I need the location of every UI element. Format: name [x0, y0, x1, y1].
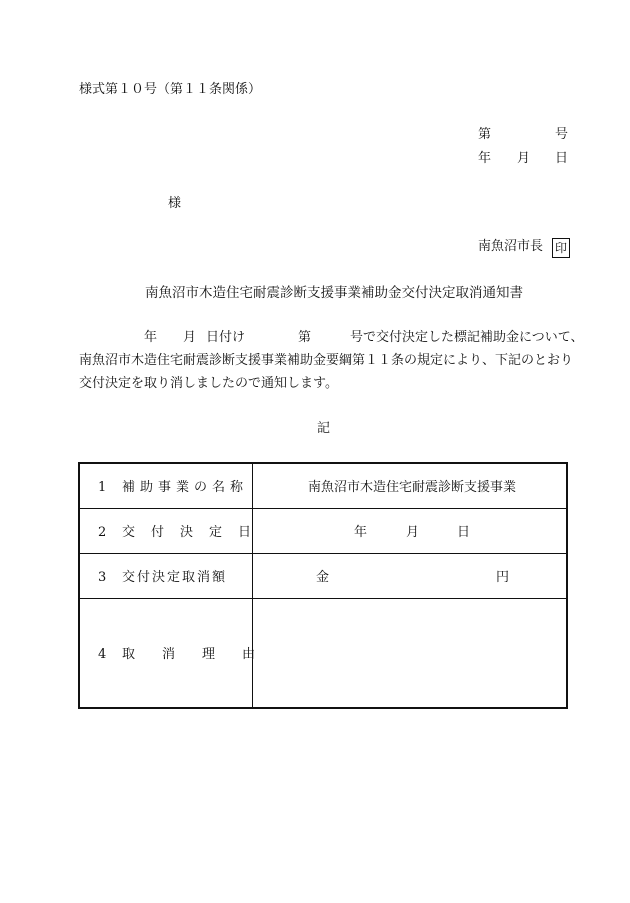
row-4-label: 取消理由	[122, 647, 283, 662]
row-2-value-day: 日	[457, 525, 471, 540]
document-number-label: 第	[478, 127, 492, 142]
row-2-value-month: 月	[406, 525, 420, 540]
table-row-divider	[80, 598, 566, 599]
row-4-number: 4	[98, 647, 107, 662]
row-3-value-suffix: 円	[496, 570, 510, 585]
table-row-divider	[80, 553, 566, 554]
row-2-number: 2	[98, 525, 107, 540]
body-line-1-rest: 号で交付決定した標記補助金について、	[350, 330, 584, 345]
date-month: 月	[517, 151, 531, 166]
row-2-value-year: 年	[354, 525, 368, 540]
row-1-number: 1	[98, 480, 107, 495]
date-day: 日	[555, 151, 569, 166]
body-line-2: 南魚沼市木造住宅耐震診断支援事業補助金要綱第１１条の規定により、下記のとおり	[79, 353, 574, 368]
date-year: 年	[478, 151, 492, 166]
row-3-label: 交付決定取消額	[122, 570, 228, 585]
details-table	[78, 462, 568, 709]
row-2-label: 交付決定日	[122, 525, 268, 540]
seal-stamp: 印	[552, 238, 570, 258]
row-3-value-prefix: 金	[316, 570, 330, 585]
issuer-title: 南魚沼市長	[478, 239, 544, 254]
ki-marker: 記	[317, 421, 331, 436]
body-month: 月	[183, 330, 197, 345]
form-number: 様式第１０号（第１１条関係）	[79, 82, 262, 97]
body-no-prefix: 第	[298, 330, 312, 345]
table-column-divider	[252, 464, 253, 707]
row-3-number: 3	[98, 570, 107, 585]
document-number-suffix: 号	[555, 127, 569, 142]
row-1-label: 補助事業の名称	[122, 480, 249, 495]
table-row-divider	[80, 508, 566, 509]
body-line-3: 交付決定を取り消しましたので通知します。	[79, 376, 338, 391]
addressee-honorific: 様	[168, 196, 182, 211]
row-1-value: 南魚沼市木造住宅耐震診断支援事業	[308, 480, 517, 495]
body-year: 年	[144, 330, 158, 345]
body-day-dated: 日付け	[206, 330, 246, 345]
document-title: 南魚沼市木造住宅耐震診断支援事業補助金交付決定取消通知書	[145, 285, 523, 301]
